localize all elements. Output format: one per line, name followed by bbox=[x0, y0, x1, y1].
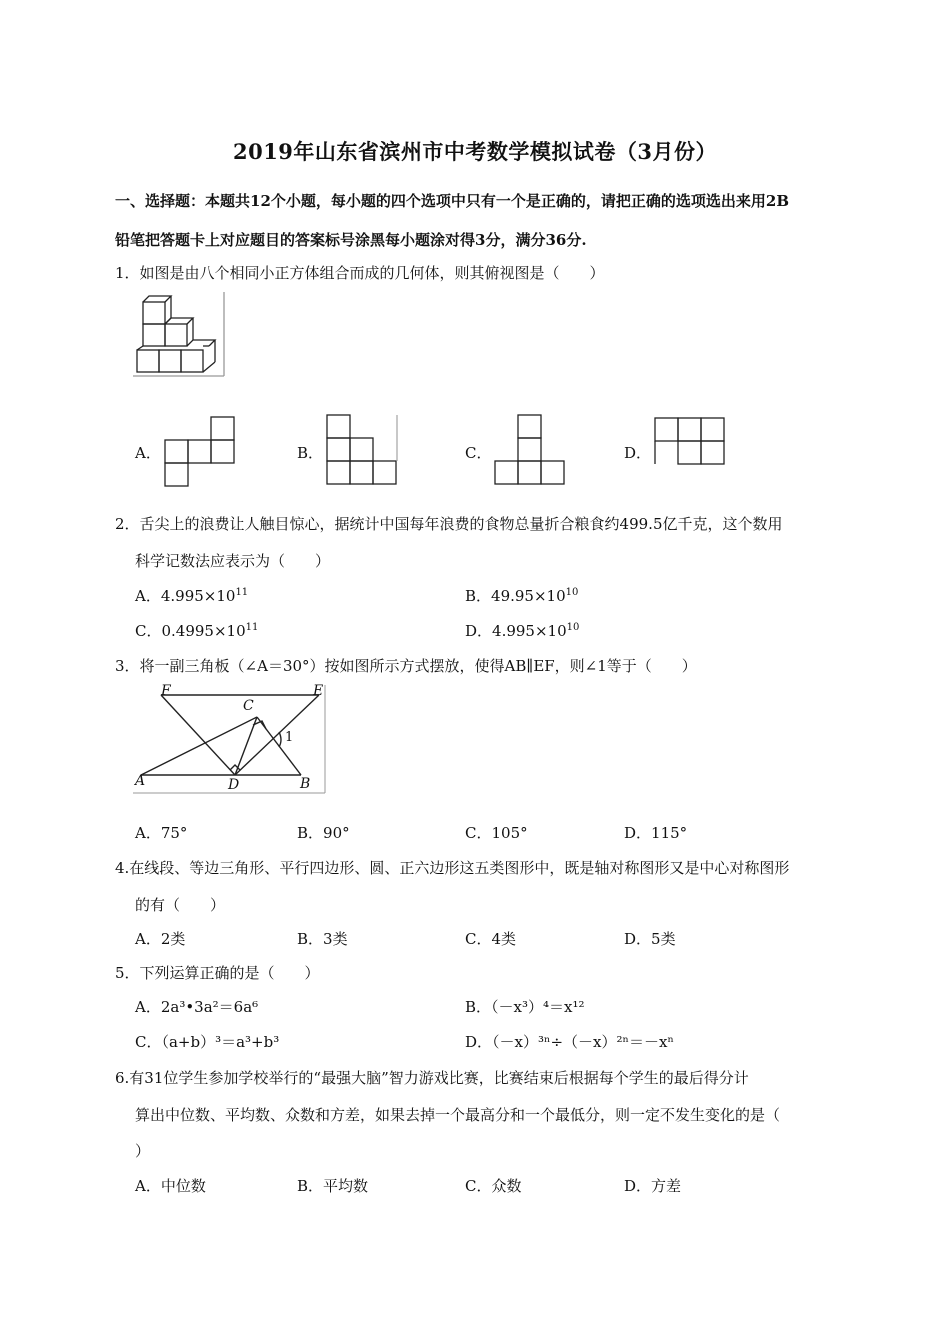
figure-label-a: A bbox=[135, 773, 146, 789]
question-3-option-b: B．90° bbox=[297, 824, 350, 842]
question-1-option-b-label: B． bbox=[297, 444, 324, 462]
question-4-option-c: C．4类 bbox=[465, 930, 517, 948]
question-3-option-d: D．115° bbox=[624, 824, 688, 842]
question-1-option-c-label: C． bbox=[465, 444, 492, 462]
question-5-option-d: D．（－x）³ⁿ÷（－x）²ⁿ＝－xⁿ bbox=[465, 1033, 674, 1051]
figure-label-b: B bbox=[300, 776, 311, 792]
question-4-option-b: B．3类 bbox=[297, 930, 348, 948]
figure-label-f: F bbox=[161, 683, 171, 699]
question-5-option-b: B．（－x³）⁴＝x¹² bbox=[465, 998, 585, 1016]
question-6-stem-line-2: 算出中位数、平均数、众数和方差，如果去掉一个最高分和一个最低分，则一定不发生变化的是（ bbox=[135, 1106, 781, 1124]
question-2-option-b: B．$49.95\times 10^{10}$ bbox=[465, 587, 579, 605]
question-3-stem: 3．将一副三角板（∠A＝30°）按如图所示方式摆放，使得AB∥EF，则∠1等于（ ） bbox=[115, 657, 697, 675]
question-1-option-d-label: D． bbox=[624, 444, 652, 462]
question-1-option-c-figure bbox=[493, 413, 568, 488]
figure-label-e: E bbox=[313, 683, 324, 699]
question-3-option-c: C．105° bbox=[465, 824, 528, 842]
question-6-stem-line-3: ） bbox=[135, 1142, 151, 1160]
question-6-option-b: B．平均数 bbox=[297, 1177, 369, 1195]
page-title: 2019年山东省滨州市中考数学模拟试卷（3月份） bbox=[232, 139, 718, 164]
question-1-stem: 1．如图是由八个相同小正方体组合而成的几何体，则其俯视图是（ ） bbox=[115, 264, 605, 282]
figure-label-angle-1: 1 bbox=[285, 730, 294, 745]
question-2-option-c: C．$0.4995\times 10^{11}$ bbox=[135, 622, 259, 640]
question-1-option-b-figure bbox=[325, 413, 400, 488]
question-2-option-a: A．$4.995\times 10^{11}$ bbox=[135, 587, 249, 605]
question-2-stem-line-1: 2．舌尖上的浪费让人触目惊心，据统计中国每年浪费的食物总量折合粮食约499.5亿千克，这个数用 bbox=[115, 515, 783, 533]
question-6-option-a: A．中位数 bbox=[135, 1177, 206, 1195]
question-5-option-c: C．（a+b）³＝a³+b³ bbox=[135, 1033, 280, 1051]
question-3-option-a: A．75° bbox=[135, 824, 188, 842]
question-1-option-a-label: A． bbox=[135, 444, 161, 462]
question-4-option-d: D．5类 bbox=[624, 930, 676, 948]
question-2-option-d: D．$4.995\times 10^{10}$ bbox=[465, 622, 580, 640]
question-5-option-a: A．2a³•3a²＝6a⁶ bbox=[135, 998, 259, 1016]
section-instructions-line-2: 铅笔把答题卡上对应题目的答案标号涂黑每小题涂对得3分，满分36分. bbox=[115, 231, 587, 249]
question-6-stem-line-1: 6.有31位学生参加学校举行的“最强大脑”智力游戏比赛，比赛结束后根据每个学生的最后得分计 bbox=[115, 1069, 749, 1087]
question-1-option-d-figure bbox=[653, 416, 727, 468]
question-6-option-d: D．方差 bbox=[624, 1177, 682, 1195]
section-instructions-line-1: 一、选择题：本题共12个小题，每小题的四个选项中只有一个是正确的，请把正确的选项选出来用2B bbox=[115, 192, 789, 210]
figure-label-c: C bbox=[243, 698, 254, 714]
question-1-option-a-figure bbox=[163, 416, 238, 488]
question-1-solid-figure bbox=[133, 292, 228, 378]
question-5-stem: 5．下列运算正确的是（ ） bbox=[115, 964, 320, 982]
question-4-option-a: A．2类 bbox=[135, 930, 186, 948]
question-2-stem-line-2: 科学记数法应表示为（ ） bbox=[135, 552, 331, 570]
question-6-option-c: C．众数 bbox=[465, 1177, 522, 1195]
figure-label-d: D bbox=[228, 777, 240, 793]
question-4-stem-line-2: 的有（ ） bbox=[135, 896, 226, 914]
question-4-stem-line-1: 4.在线段、等边三角形、平行四边形、圆、正六边形这五类图形中，既是轴对称图形又是中心对称图形 bbox=[115, 859, 790, 877]
